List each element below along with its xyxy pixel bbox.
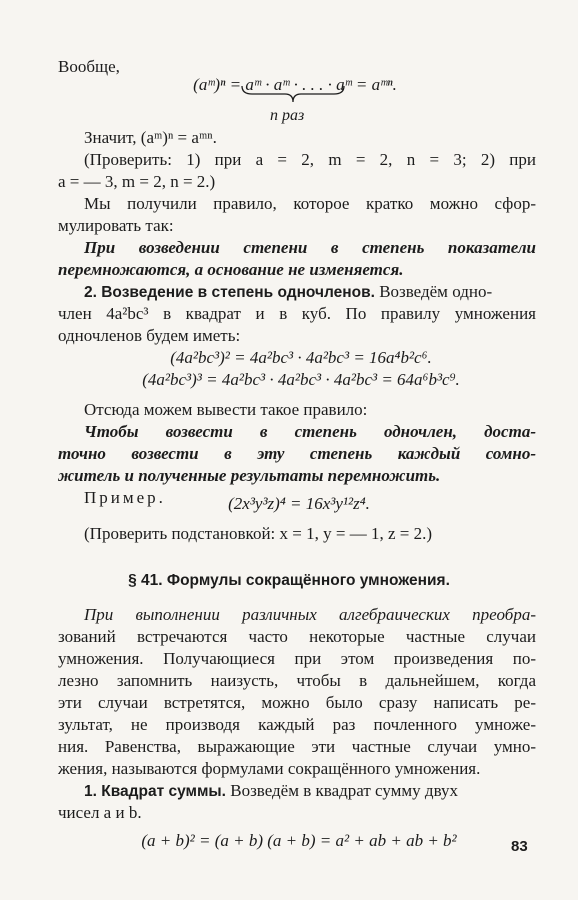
subsection-line [84, 780, 536, 803]
formula-power-of-power: (aᵐ)ⁿ = aᵐ · aᵐ · . . . · aᵐ = aᵐⁿ. [193, 75, 397, 94]
text-line: Вообще, [58, 57, 120, 76]
text-line: (Проверить подстановкой: x = 1, y = — 1, z = 2.) [84, 524, 432, 543]
text-line: Отсюда можем вывести такое правило: [84, 400, 368, 419]
subsection-heading: 1. Квадрат суммы. [84, 783, 226, 800]
example-label: Пример. [84, 488, 166, 507]
text-line: лезно запомнить наизусть, чтобы в дальнейшем, когда [58, 671, 536, 690]
text-line: чисел a и b. [58, 803, 142, 822]
subsection-line [84, 281, 536, 304]
section-heading: § 41. Формулы сокращённого умножения. [128, 572, 450, 589]
page-number: 83 [511, 838, 528, 855]
text-line: умножения. Получающиеся при этом произведения по- [58, 649, 536, 668]
formula-example: (2x³y³z)⁴ = 16x³y¹²z⁴. [228, 494, 370, 513]
formula-cube: (4a²bc³)³ = 4a²bc³ · 4a²bc³ · 4a²bc³ = 64a⁶b³c⁹. [142, 370, 460, 389]
rule-text: точно возвести в эту степень каждый сомно- [58, 444, 536, 463]
text-line: зультат, не производя каждый раз почленного умноже- [58, 715, 536, 734]
formula-square-of-sum: (a + b)² = (a + b) (a + b) = a² + ab + ab + b² [141, 831, 457, 850]
text-line: При выполнении различных алгебраических преобра- [84, 605, 536, 624]
formula-square: (4a²bc³)² = 4a²bc³ · 4a²bc³ = 16a⁴b²c⁶. [170, 348, 432, 367]
text-line: Мы получили правило, которое кратко можно сфор- [84, 194, 536, 213]
text-line: Значит, (aᵐ)ⁿ = aᵐⁿ. [84, 128, 217, 147]
text-line: ния. Равенства, выражающие эти частные случаи умно- [58, 737, 536, 756]
text-line: зований встречаются часто некоторые частные случаи [58, 627, 536, 646]
text-line: член 4a²bc³ в квадрат и в куб. По правилу умножения [58, 304, 536, 323]
rule-text: Чтобы возвести в степень одночлен, доста- [84, 422, 536, 441]
text-line: (Проверить: 1) при a = 2, m = 2, n = 3; 2) при [84, 150, 536, 169]
rule-text: житель и полученные результаты перемножить. [58, 466, 441, 485]
rule-text: перемножаются, а основание не изменяется. [58, 260, 404, 279]
text-line: жения, называются формулами сокращённого умножения. [58, 759, 481, 778]
underbrace-label: n раз [270, 107, 305, 124]
text-fragment: Возведём одно- [374, 282, 493, 301]
rule-text: При возведении степени в степень показатели [84, 238, 536, 257]
subsection-heading: 2. Возведение в степень одночленов. [84, 284, 375, 301]
text-fragment: Возведём в квадрат сумму двух [225, 781, 459, 800]
text-line: мулировать так: [58, 216, 174, 235]
text-line: a = — 3, m = 2, n = 2.) [58, 172, 216, 191]
text-line: одночленов будем иметь: [58, 326, 241, 345]
text-line: эти случаи встретятся, можно было сразу написать ре- [58, 693, 536, 712]
